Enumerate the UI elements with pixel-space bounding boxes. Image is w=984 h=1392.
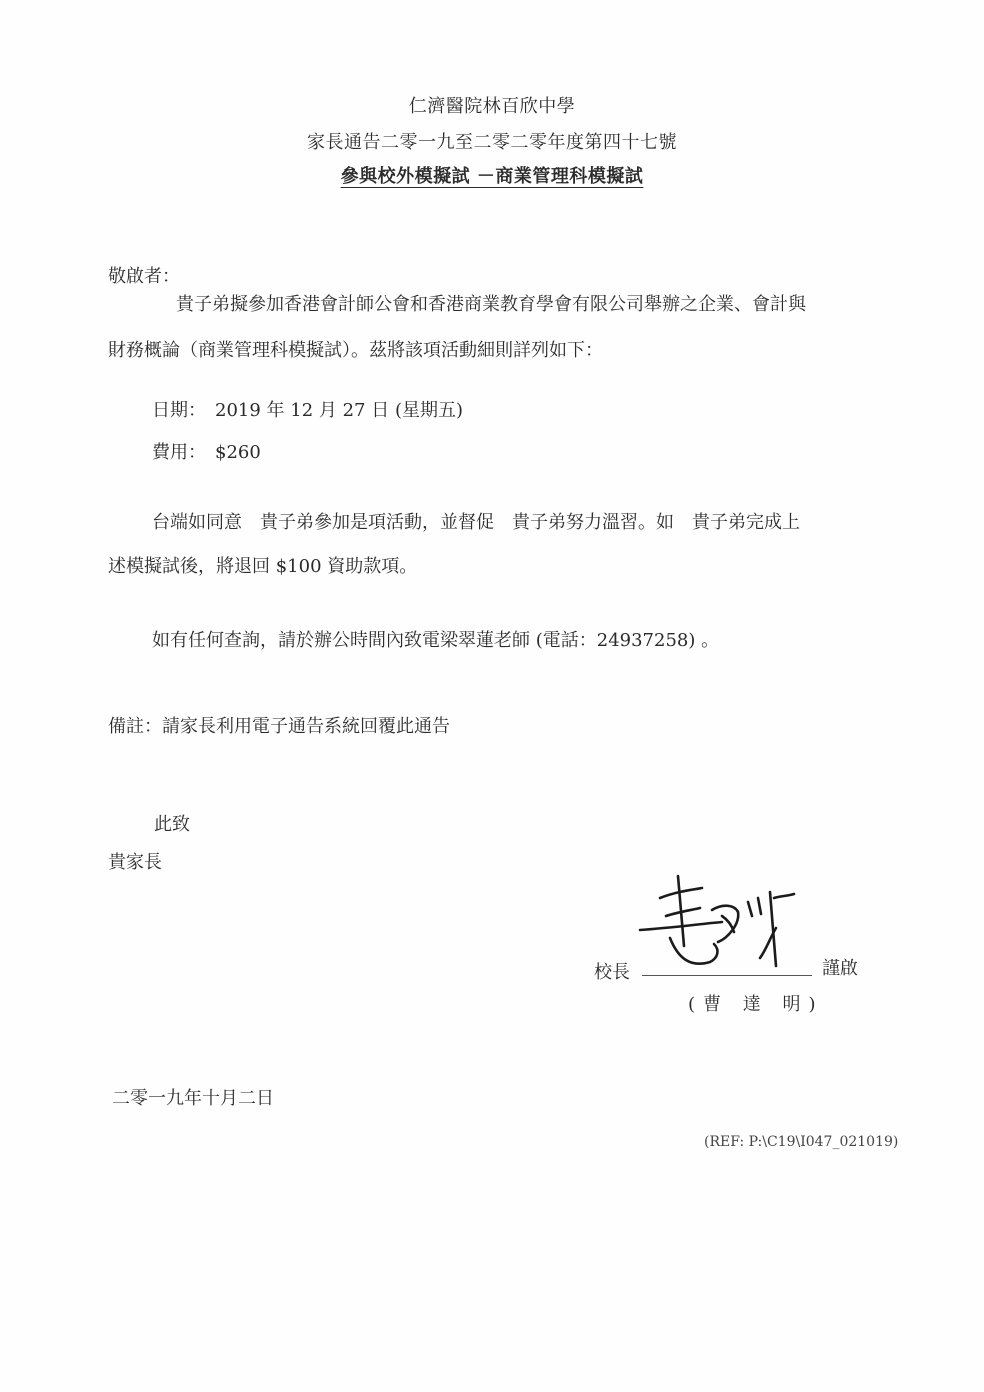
remark: 備註：請家長利用電子通告系統回覆此通告 bbox=[108, 716, 450, 737]
event-date: 日期： 2019 年 12 月 27 日 (星期五) bbox=[152, 400, 463, 421]
principal-label: 校長 bbox=[594, 962, 630, 983]
respect-closing: 謹啟 bbox=[822, 958, 858, 979]
event-fee: 費用： $260 bbox=[152, 442, 261, 463]
principal-name: (曹 達 明) bbox=[688, 994, 824, 1015]
school-name: 仁濟醫院林百欣中學 bbox=[408, 96, 576, 117]
paragraph-2-line-2: 述模擬試後，將退回 $100 資助款項。 bbox=[108, 556, 418, 577]
signature-line bbox=[642, 975, 812, 976]
paragraph-1-line-2: 財務概論（商業管理科模擬試）。茲將該項活動細則詳列如下： bbox=[108, 340, 603, 361]
paragraph-2-line-1: 台端如同意 貴子弟參加是項活動，並督促 貴子弟努力溫習。如 貴子弟完成上 bbox=[152, 512, 800, 533]
paragraph-1-line-1: 貴子弟擬參加香港會計師公會和香港商業教育學會有限公司舉辦之企業、會計與 bbox=[176, 294, 806, 315]
letter-date: 二零一九年十月二日 bbox=[112, 1088, 274, 1109]
signature-icon bbox=[630, 858, 810, 983]
closing-line-1: 此致 bbox=[154, 814, 190, 835]
salutation: 敬啟者： bbox=[108, 266, 180, 287]
reference-code: (REF: P:\C19\I047_021019) bbox=[704, 1134, 899, 1150]
notice-number: 家長通告二零一九至二零二零年度第四十七號 bbox=[307, 132, 677, 153]
enquiry-paragraph: 如有任何查詢，請於辦公時間內致電梁翠蓮老師 (電話：24937258) 。 bbox=[152, 630, 720, 651]
notice-subject: 參與校外模擬試 －商業管理科模擬試 bbox=[340, 166, 644, 187]
closing-line-2: 貴家長 bbox=[108, 852, 162, 873]
